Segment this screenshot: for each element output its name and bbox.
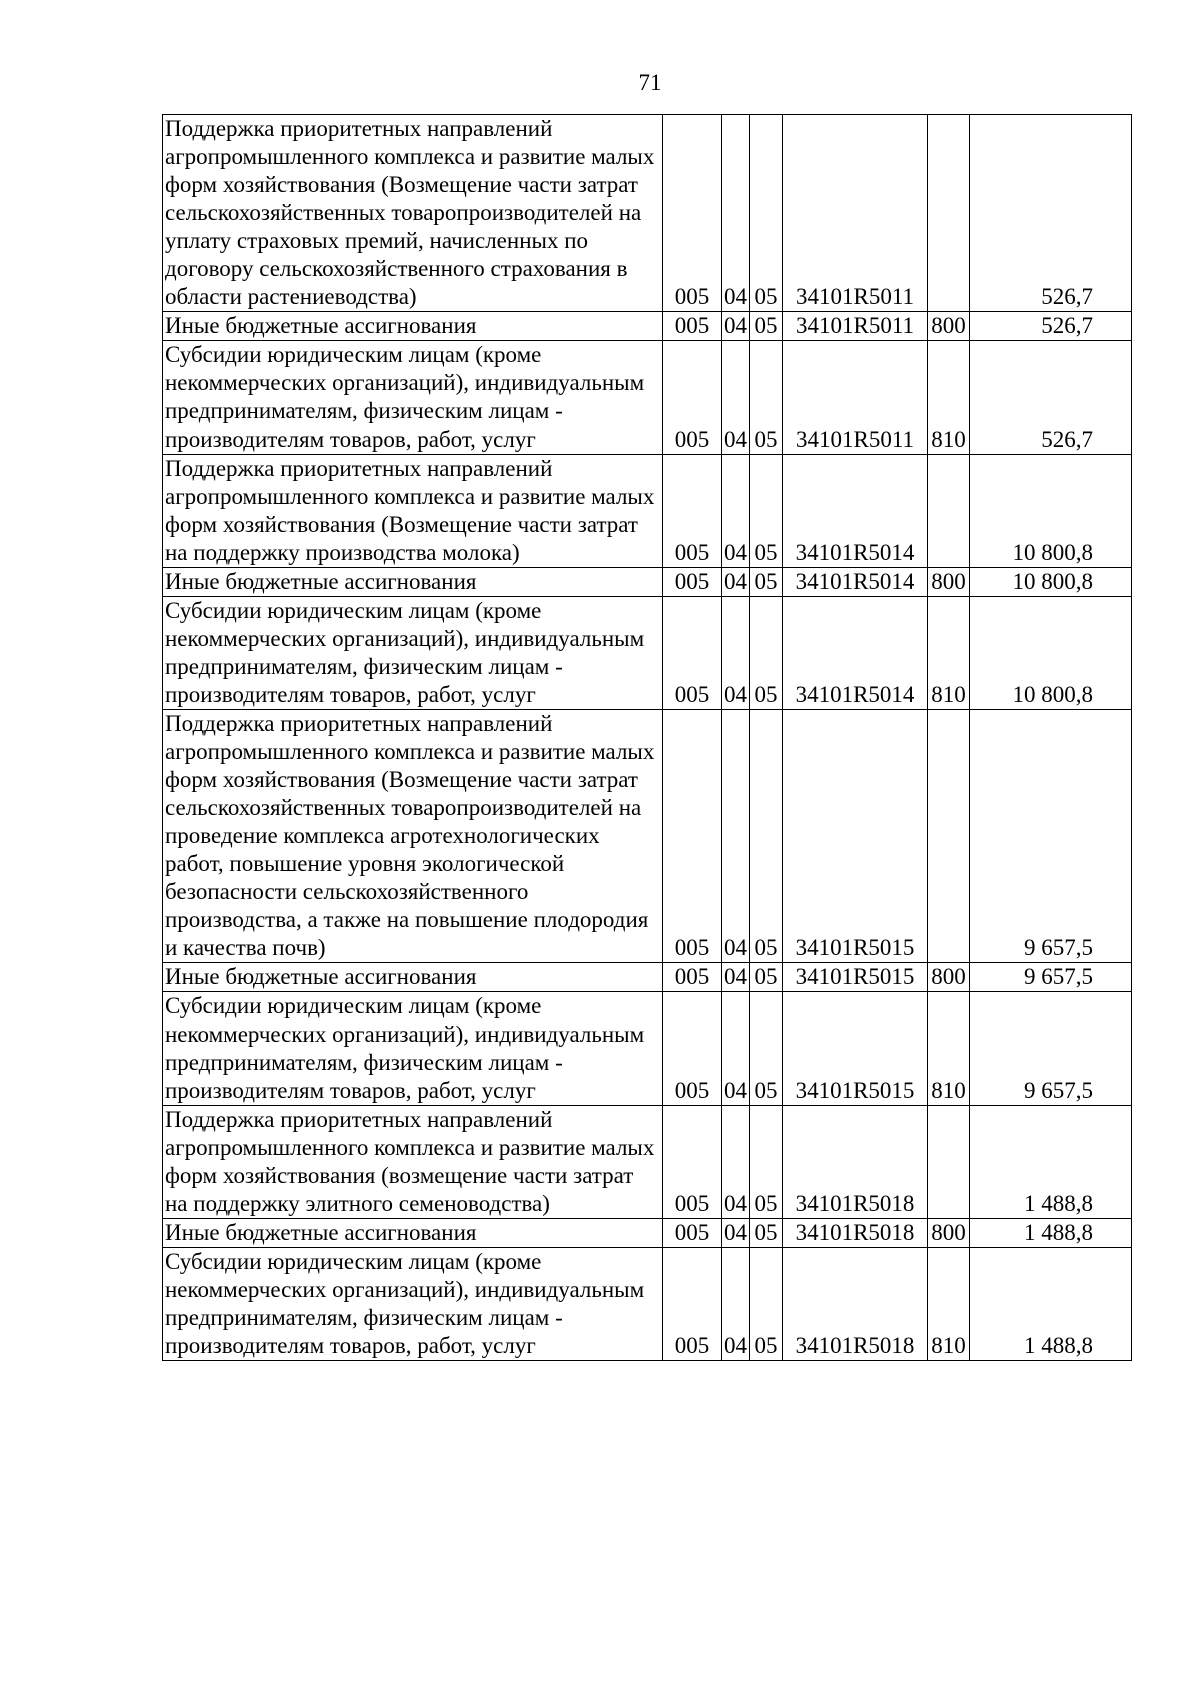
subsection-cell: 05	[750, 709, 783, 962]
amount-cell: 10 800,8	[970, 596, 1132, 709]
grbs-cell: 005	[663, 454, 722, 567]
subsection-cell: 05	[750, 454, 783, 567]
section-cell: 04	[722, 1105, 750, 1218]
expense-type-cell: 810	[928, 992, 970, 1105]
amount-cell: 1 488,8	[970, 1247, 1132, 1360]
target-article-cell: 34101R5014	[783, 454, 928, 567]
expense-type-cell: 810	[928, 341, 970, 454]
subsection-cell: 05	[750, 1105, 783, 1218]
amount-cell: 1 488,8	[970, 1218, 1132, 1247]
expense-type-cell	[928, 709, 970, 962]
target-article-cell: 34101R5018	[783, 1218, 928, 1247]
table-row	[163, 312, 1132, 341]
target-article-cell: 34101R5011	[783, 341, 928, 454]
row-name-cell: Субсидии юридическим лицам (кроме некоммерческих организаций), индивидуальным предпринимателям, физическим лицам - производителям товаров, работ, услуг	[163, 341, 663, 454]
amount-cell: 9 657,5	[970, 992, 1132, 1105]
table-row	[163, 341, 1132, 454]
amount-cell: 9 657,5	[970, 709, 1132, 962]
target-article-cell: 34101R5011	[783, 312, 928, 341]
table-row	[163, 1218, 1132, 1247]
expense-type-cell: 800	[928, 312, 970, 341]
expense-type-cell: 800	[928, 567, 970, 596]
section-cell: 04	[722, 963, 750, 992]
row-name-cell: Поддержка приоритетных направлений агропромышленного комплекса и развитие малых форм хозяйствования (возмещение части затрат на поддержку элитного семеноводства)	[163, 1105, 663, 1218]
subsection-cell: 05	[750, 341, 783, 454]
table-row	[163, 115, 1132, 312]
section-cell: 04	[722, 454, 750, 567]
table-row	[163, 709, 1132, 962]
subsection-cell: 05	[750, 596, 783, 709]
grbs-cell: 005	[663, 341, 722, 454]
expense-type-cell: 810	[928, 1247, 970, 1360]
section-cell: 04	[722, 567, 750, 596]
subsection-cell: 05	[750, 312, 783, 341]
row-name-cell: Иные бюджетные ассигнования	[163, 963, 663, 992]
amount-cell: 10 800,8	[970, 454, 1132, 567]
grbs-cell: 005	[663, 312, 722, 341]
amount-cell: 9 657,5	[970, 963, 1132, 992]
target-article-cell: 34101R5014	[783, 596, 928, 709]
table-row	[163, 963, 1132, 992]
table-row	[163, 992, 1132, 1105]
section-cell: 04	[722, 992, 750, 1105]
amount-cell: 526,7	[970, 312, 1132, 341]
amount-cell: 526,7	[970, 115, 1132, 312]
section-cell: 04	[722, 312, 750, 341]
subsection-cell: 05	[750, 963, 783, 992]
row-name-cell: Субсидии юридическим лицам (кроме некоммерческих организаций), индивидуальным предпринимателям, физическим лицам - производителям товаров, работ, услуг	[163, 596, 663, 709]
table-row	[163, 1247, 1132, 1360]
amount-cell: 10 800,8	[970, 567, 1132, 596]
expense-type-cell: 800	[928, 963, 970, 992]
subsection-cell: 05	[750, 992, 783, 1105]
section-cell: 04	[722, 709, 750, 962]
table-row	[163, 596, 1132, 709]
amount-cell: 526,7	[970, 341, 1132, 454]
section-cell: 04	[722, 596, 750, 709]
row-name-cell: Поддержка приоритетных направлений агропромышленного комплекса и развитие малых форм хозяйствования (Возмещение части затрат сельскохозяйственных товаропроизводителей на уплату страховых премий, начисленных по договору сельскохозяйственного страхования в области растениеводства)	[163, 115, 663, 312]
target-article-cell: 34101R5011	[783, 115, 928, 312]
row-name-cell: Субсидии юридическим лицам (кроме некоммерческих организаций), индивидуальным предпринимателям, физическим лицам - производителям товаров, работ, услуг	[163, 1247, 663, 1360]
subsection-cell: 05	[750, 115, 783, 312]
budget-table-body	[163, 115, 1132, 1361]
grbs-cell: 005	[663, 709, 722, 962]
section-cell: 04	[722, 1218, 750, 1247]
table-row	[163, 567, 1132, 596]
section-cell: 04	[722, 341, 750, 454]
table-row	[163, 454, 1132, 567]
expense-type-cell	[928, 454, 970, 567]
amount-cell: 1 488,8	[970, 1105, 1132, 1218]
row-name-cell: Иные бюджетные ассигнования	[163, 567, 663, 596]
expense-type-cell: 810	[928, 596, 970, 709]
subsection-cell: 05	[750, 1247, 783, 1360]
target-article-cell: 34101R5015	[783, 709, 928, 962]
budget-table	[162, 114, 1132, 1361]
grbs-cell: 005	[663, 567, 722, 596]
target-article-cell: 34101R5015	[783, 992, 928, 1105]
grbs-cell: 005	[663, 115, 722, 312]
expense-type-cell	[928, 115, 970, 312]
target-article-cell: 34101R5018	[783, 1105, 928, 1218]
row-name-cell: Поддержка приоритетных направлений агропромышленного комплекса и развитие малых форм хозяйствования (Возмещение части затрат на поддержку производства молока)	[163, 454, 663, 567]
subsection-cell: 05	[750, 567, 783, 596]
grbs-cell: 005	[663, 1247, 722, 1360]
target-article-cell: 34101R5018	[783, 1247, 928, 1360]
section-cell: 04	[722, 1247, 750, 1360]
page-number: 71	[638, 70, 662, 95]
row-name-cell: Субсидии юридическим лицам (кроме некоммерческих организаций), индивидуальным предпринимателям, физическим лицам - производителям товаров, работ, услуг	[163, 992, 663, 1105]
target-article-cell: 34101R5015	[783, 963, 928, 992]
row-name-cell: Поддержка приоритетных направлений агропромышленного комплекса и развитие малых форм хозяйствования (Возмещение части затрат сельскохозяйственных товаропроизводителей на проведение комплекса агротехнологических работ, повышение уровня экологической безопасности сельскохозяйственного производства, а также на повышение плодородия и качества почв)	[163, 709, 663, 962]
expense-type-cell: 800	[928, 1218, 970, 1247]
grbs-cell: 005	[663, 1218, 722, 1247]
grbs-cell: 005	[663, 963, 722, 992]
row-name-cell: Иные бюджетные ассигнования	[163, 1218, 663, 1247]
subsection-cell: 05	[750, 1218, 783, 1247]
grbs-cell: 005	[663, 596, 722, 709]
expense-type-cell	[928, 1105, 970, 1218]
grbs-cell: 005	[663, 992, 722, 1105]
row-name-cell: Иные бюджетные ассигнования	[163, 312, 663, 341]
section-cell: 04	[722, 115, 750, 312]
table-row	[163, 1105, 1132, 1218]
grbs-cell: 005	[663, 1105, 722, 1218]
target-article-cell: 34101R5014	[783, 567, 928, 596]
